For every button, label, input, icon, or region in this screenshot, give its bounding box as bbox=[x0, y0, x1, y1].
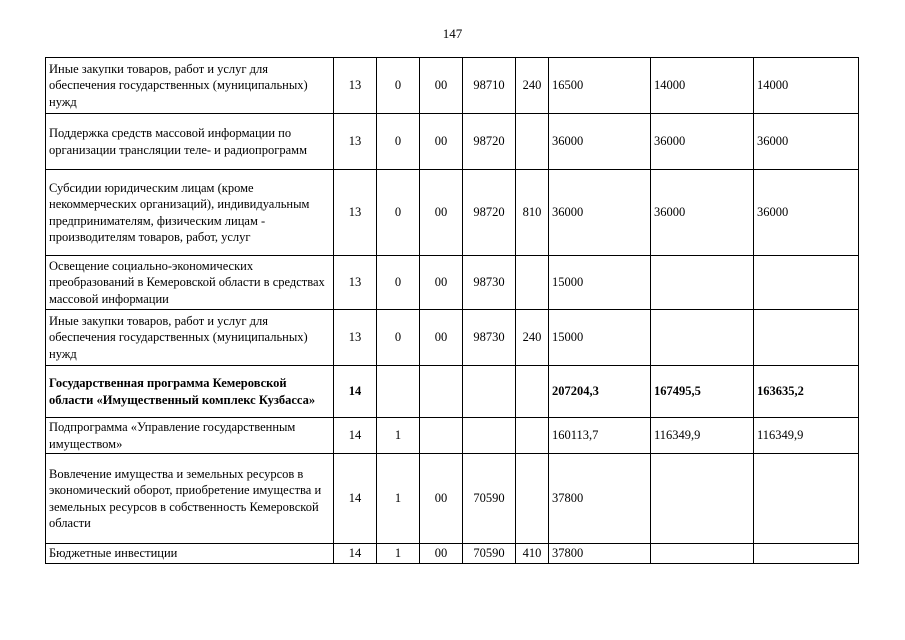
amount-year1-cell: 37800 bbox=[549, 544, 651, 564]
subsection-code-cell: 1 bbox=[377, 544, 420, 564]
target-code-cell: 70590 bbox=[463, 454, 516, 544]
expense-type-cell: 240 bbox=[516, 310, 549, 366]
amount-year3-cell: 14000 bbox=[754, 58, 859, 114]
amount-year2-cell bbox=[651, 454, 754, 544]
subsection-code-cell: 0 bbox=[377, 58, 420, 114]
amount-year2-cell: 167495,5 bbox=[651, 366, 754, 418]
subsection-code-cell: 0 bbox=[377, 114, 420, 170]
section-code-cell: 14 bbox=[334, 366, 377, 418]
expense-type-cell: 410 bbox=[516, 544, 549, 564]
table-row bbox=[46, 366, 859, 418]
amount-year1-cell: 16500 bbox=[549, 58, 651, 114]
amount-year2-cell: 116349,9 bbox=[651, 418, 754, 454]
amount-year2-cell bbox=[651, 256, 754, 310]
amount-year1-cell: 15000 bbox=[549, 256, 651, 310]
subsection-code-cell: 1 bbox=[377, 418, 420, 454]
amount-year1-cell: 36000 bbox=[549, 170, 651, 256]
expense-type-cell: 810 bbox=[516, 170, 549, 256]
target-code-cell: 98720 bbox=[463, 170, 516, 256]
expense-type-cell bbox=[516, 454, 549, 544]
expense-type-cell bbox=[516, 418, 549, 454]
table-body bbox=[46, 58, 859, 564]
table-row bbox=[46, 256, 859, 310]
section-code-cell: 13 bbox=[334, 58, 377, 114]
row-name-cell: Освещение социально-экономических преобразований в Кемеровской области в средствах массовой информации bbox=[46, 256, 334, 310]
row-name-cell: Субсидии юридическим лицам (кроме некоммерческих организаций), индивидуальным предпринимателям, физическим лицам - производителям товаров, работ, услуг bbox=[46, 170, 334, 256]
amount-year3-cell bbox=[754, 256, 859, 310]
page-number: 147 bbox=[442, 26, 463, 41]
target-code-cell: 70590 bbox=[463, 544, 516, 564]
amount-year3-cell bbox=[754, 454, 859, 544]
row-name-cell: Бюджетные инвестиции bbox=[46, 544, 334, 564]
program-code-cell: 00 bbox=[420, 310, 463, 366]
amount-year1-cell: 37800 bbox=[549, 454, 651, 544]
program-code-cell: 00 bbox=[420, 114, 463, 170]
target-code-cell bbox=[463, 366, 516, 418]
row-name-cell: Вовлечение имущества и земельных ресурсов в экономический оборот, приобретение имущества и земельных ресурсов в собственность Кемеровской области bbox=[46, 454, 334, 544]
row-name-cell: Иные закупки товаров, работ и услуг для обеспечения государственных (муниципальных) нужд bbox=[46, 310, 334, 366]
subsection-code-cell: 0 bbox=[377, 170, 420, 256]
amount-year1-cell: 207204,3 bbox=[549, 366, 651, 418]
subsection-code-cell: 0 bbox=[377, 256, 420, 310]
target-code-cell: 98720 bbox=[463, 114, 516, 170]
subsection-code-cell: 1 bbox=[377, 454, 420, 544]
section-code-cell: 14 bbox=[334, 418, 377, 454]
target-code-cell bbox=[463, 418, 516, 454]
section-code-cell: 14 bbox=[334, 544, 377, 564]
program-code-cell: 00 bbox=[420, 58, 463, 114]
table-row bbox=[46, 58, 859, 114]
program-code-cell: 00 bbox=[420, 170, 463, 256]
subsection-code-cell bbox=[377, 366, 420, 418]
row-name-cell: Иные закупки товаров, работ и услуг для обеспечения государственных (муниципальных) нужд bbox=[46, 58, 334, 114]
amount-year2-cell bbox=[651, 310, 754, 366]
expense-type-cell: 240 bbox=[516, 58, 549, 114]
section-code-cell: 13 bbox=[334, 310, 377, 366]
section-code-cell: 13 bbox=[334, 256, 377, 310]
amount-year2-cell: 36000 bbox=[651, 114, 754, 170]
amount-year2-cell: 14000 bbox=[651, 58, 754, 114]
section-code-cell: 14 bbox=[334, 454, 377, 544]
amount-year2-cell bbox=[651, 544, 754, 564]
section-code-cell: 13 bbox=[334, 170, 377, 256]
expense-type-cell bbox=[516, 114, 549, 170]
budget-table bbox=[45, 57, 859, 564]
table-row bbox=[46, 114, 859, 170]
program-code-cell: 00 bbox=[420, 256, 463, 310]
program-code-cell: 00 bbox=[420, 544, 463, 564]
table-row bbox=[46, 544, 859, 564]
expense-type-cell bbox=[516, 256, 549, 310]
target-code-cell: 98730 bbox=[463, 310, 516, 366]
row-name-cell: Поддержка средств массовой информации по организации трансляции теле- и радиопрограмм bbox=[46, 114, 334, 170]
amount-year3-cell bbox=[754, 310, 859, 366]
table-row bbox=[46, 418, 859, 454]
subsection-code-cell: 0 bbox=[377, 310, 420, 366]
section-code-cell: 13 bbox=[334, 114, 377, 170]
amount-year2-cell: 36000 bbox=[651, 170, 754, 256]
amount-year3-cell: 163635,2 bbox=[754, 366, 859, 418]
amount-year1-cell: 36000 bbox=[549, 114, 651, 170]
amount-year3-cell bbox=[754, 544, 859, 564]
amount-year3-cell: 36000 bbox=[754, 170, 859, 256]
table-row bbox=[46, 454, 859, 544]
amount-year1-cell: 160113,7 bbox=[549, 418, 651, 454]
program-code-cell bbox=[420, 366, 463, 418]
amount-year3-cell: 116349,9 bbox=[754, 418, 859, 454]
row-name-cell: Государственная программа Кемеровской области «Имущественный комплекс Кузбасса» bbox=[46, 366, 334, 418]
table-row bbox=[46, 170, 859, 256]
amount-year3-cell: 36000 bbox=[754, 114, 859, 170]
program-code-cell: 00 bbox=[420, 454, 463, 544]
table-row bbox=[46, 310, 859, 366]
expense-type-cell bbox=[516, 366, 549, 418]
target-code-cell: 98730 bbox=[463, 256, 516, 310]
target-code-cell: 98710 bbox=[463, 58, 516, 114]
amount-year1-cell: 15000 bbox=[549, 310, 651, 366]
row-name-cell: Подпрограмма «Управление государственным имуществом» bbox=[46, 418, 334, 454]
program-code-cell bbox=[420, 418, 463, 454]
